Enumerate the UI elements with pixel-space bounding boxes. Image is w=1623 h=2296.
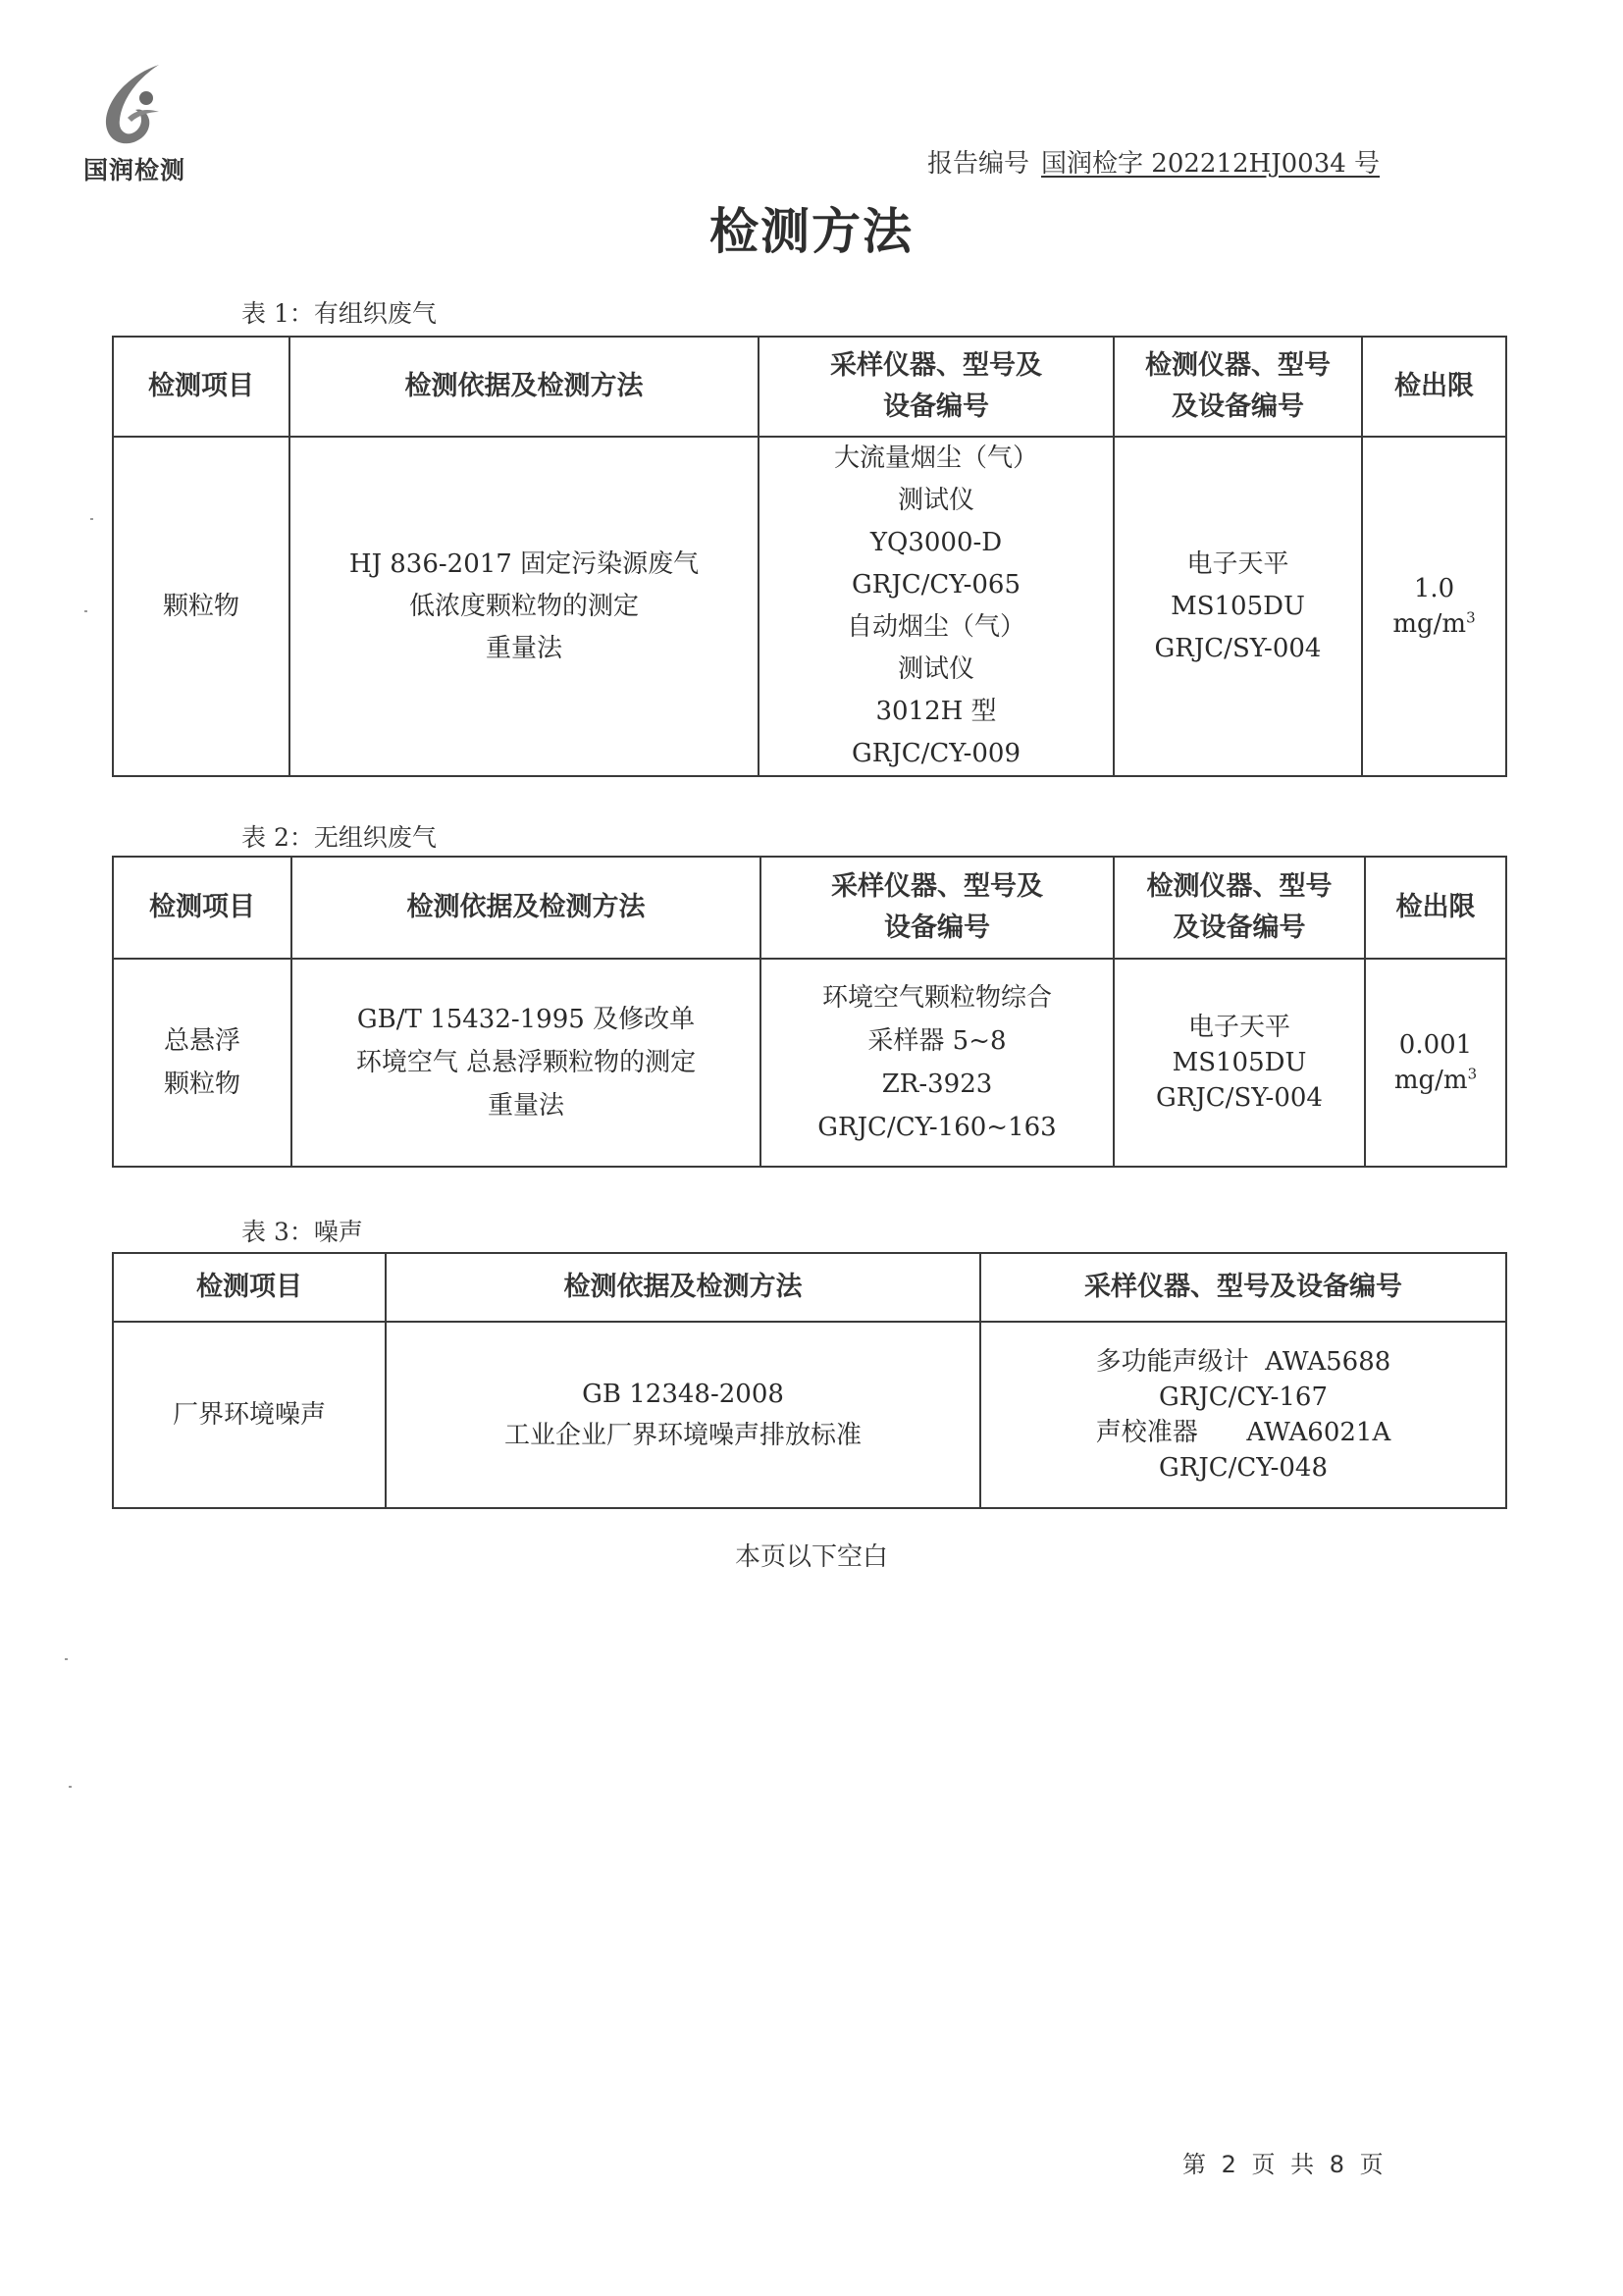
cell-detection-limit: 0.001 $mg/m^3$	[1365, 959, 1506, 1167]
header-detection-instrument: 检测仪器、型号 及设备编号	[1114, 857, 1365, 959]
scan-speck	[90, 518, 93, 520]
company-logo	[71, 61, 198, 186]
cell-sampling-instrument: 大流量烟尘（气） 测试仪 YQ3000-D GRJC/CY-065 自动烟尘（气） 测试仪 3012H 型 GRJC/CY-009	[759, 437, 1114, 776]
header-detection-limit: 检出限	[1365, 857, 1506, 959]
cell-item: 厂界环境噪声	[113, 1322, 386, 1508]
report-number-value: 国润检字 202212HJ0034 号	[1041, 149, 1381, 179]
scan-speck	[84, 610, 87, 612]
table-header-row	[113, 1253, 1506, 1322]
header-detection-instrument: 检测仪器、型号 及设备编号	[1114, 337, 1362, 437]
cell-sampling-instrument: 环境空气颗粒物综合 采样器 5~8 ZR-3923 GRJC/CY-160~163	[760, 959, 1114, 1167]
header-sampling-instrument: 采样仪器、型号及 设备编号	[760, 857, 1114, 959]
table-header-row	[113, 337, 1506, 437]
blank-page-note: 本页以下空白	[734, 1542, 888, 1572]
cell-item: 总悬浮 颗粒物	[113, 959, 291, 1167]
table-2-caption: 表 2：无组织废气	[241, 823, 437, 852]
cell-detection-limit: 1.0 $mg/m^3$	[1362, 437, 1506, 776]
cell-method: HJ 836-2017 固定污染源废气 低浓度颗粒物的测定 重量法	[289, 437, 759, 776]
cell-detection-instrument: 电子天平 MS105DU GRJC/SY-004	[1114, 959, 1365, 1167]
header-sampling-instrument: 采样仪器、型号及 设备编号	[759, 337, 1114, 437]
header-item: 检测项目	[113, 337, 289, 437]
report-number	[927, 143, 1380, 180]
cell-sampling-instrument: 多功能声级计 AWA5688 GRJC/CY-167 声校准器 AWA6021A GRJC/CY-048	[980, 1322, 1506, 1508]
header-sampling-instrument: 采样仪器、型号及设备编号	[980, 1253, 1506, 1322]
table-3-caption: 表 3：噪声	[241, 1218, 363, 1246]
header-method: 检测依据及检测方法	[291, 857, 760, 959]
cell-item: 颗粒物	[113, 437, 289, 776]
table-row	[113, 959, 1506, 1167]
page-title: 检测方法	[709, 203, 914, 260]
logo-text: 国润检测	[82, 156, 185, 184]
header-method: 检测依据及检测方法	[289, 337, 759, 437]
logo-mark-icon	[90, 61, 179, 149]
scan-speck	[65, 1658, 68, 1660]
cell-method: GB/T 15432-1995 及修改单 环境空气 总悬浮颗粒物的测定 重量法	[291, 959, 760, 1167]
table-row	[113, 437, 1506, 776]
table-1-caption: 表 1：有组织废气	[241, 299, 437, 328]
header-item: 检测项目	[113, 857, 291, 959]
page-number: 第 2 页 共 8 页	[1182, 2151, 1384, 2178]
cell-method: GB 12348-2008 工业企业厂界环境噪声排放标准	[386, 1322, 980, 1508]
header-method: 检测依据及检测方法	[386, 1253, 980, 1322]
scan-speck	[69, 1786, 72, 1788]
table-fugitive-emissions	[112, 856, 1507, 1168]
header-item: 检测项目	[113, 1253, 386, 1322]
report-number-label: 报告编号	[927, 149, 1030, 179]
cell-detection-instrument: 电子天平 MS105DU GRJC/SY-004	[1114, 437, 1362, 776]
header-detection-limit: 检出限	[1362, 337, 1506, 437]
table-row	[113, 1322, 1506, 1508]
table-header-row	[113, 857, 1506, 959]
table-noise	[112, 1252, 1507, 1509]
table-organized-emissions	[112, 336, 1507, 777]
